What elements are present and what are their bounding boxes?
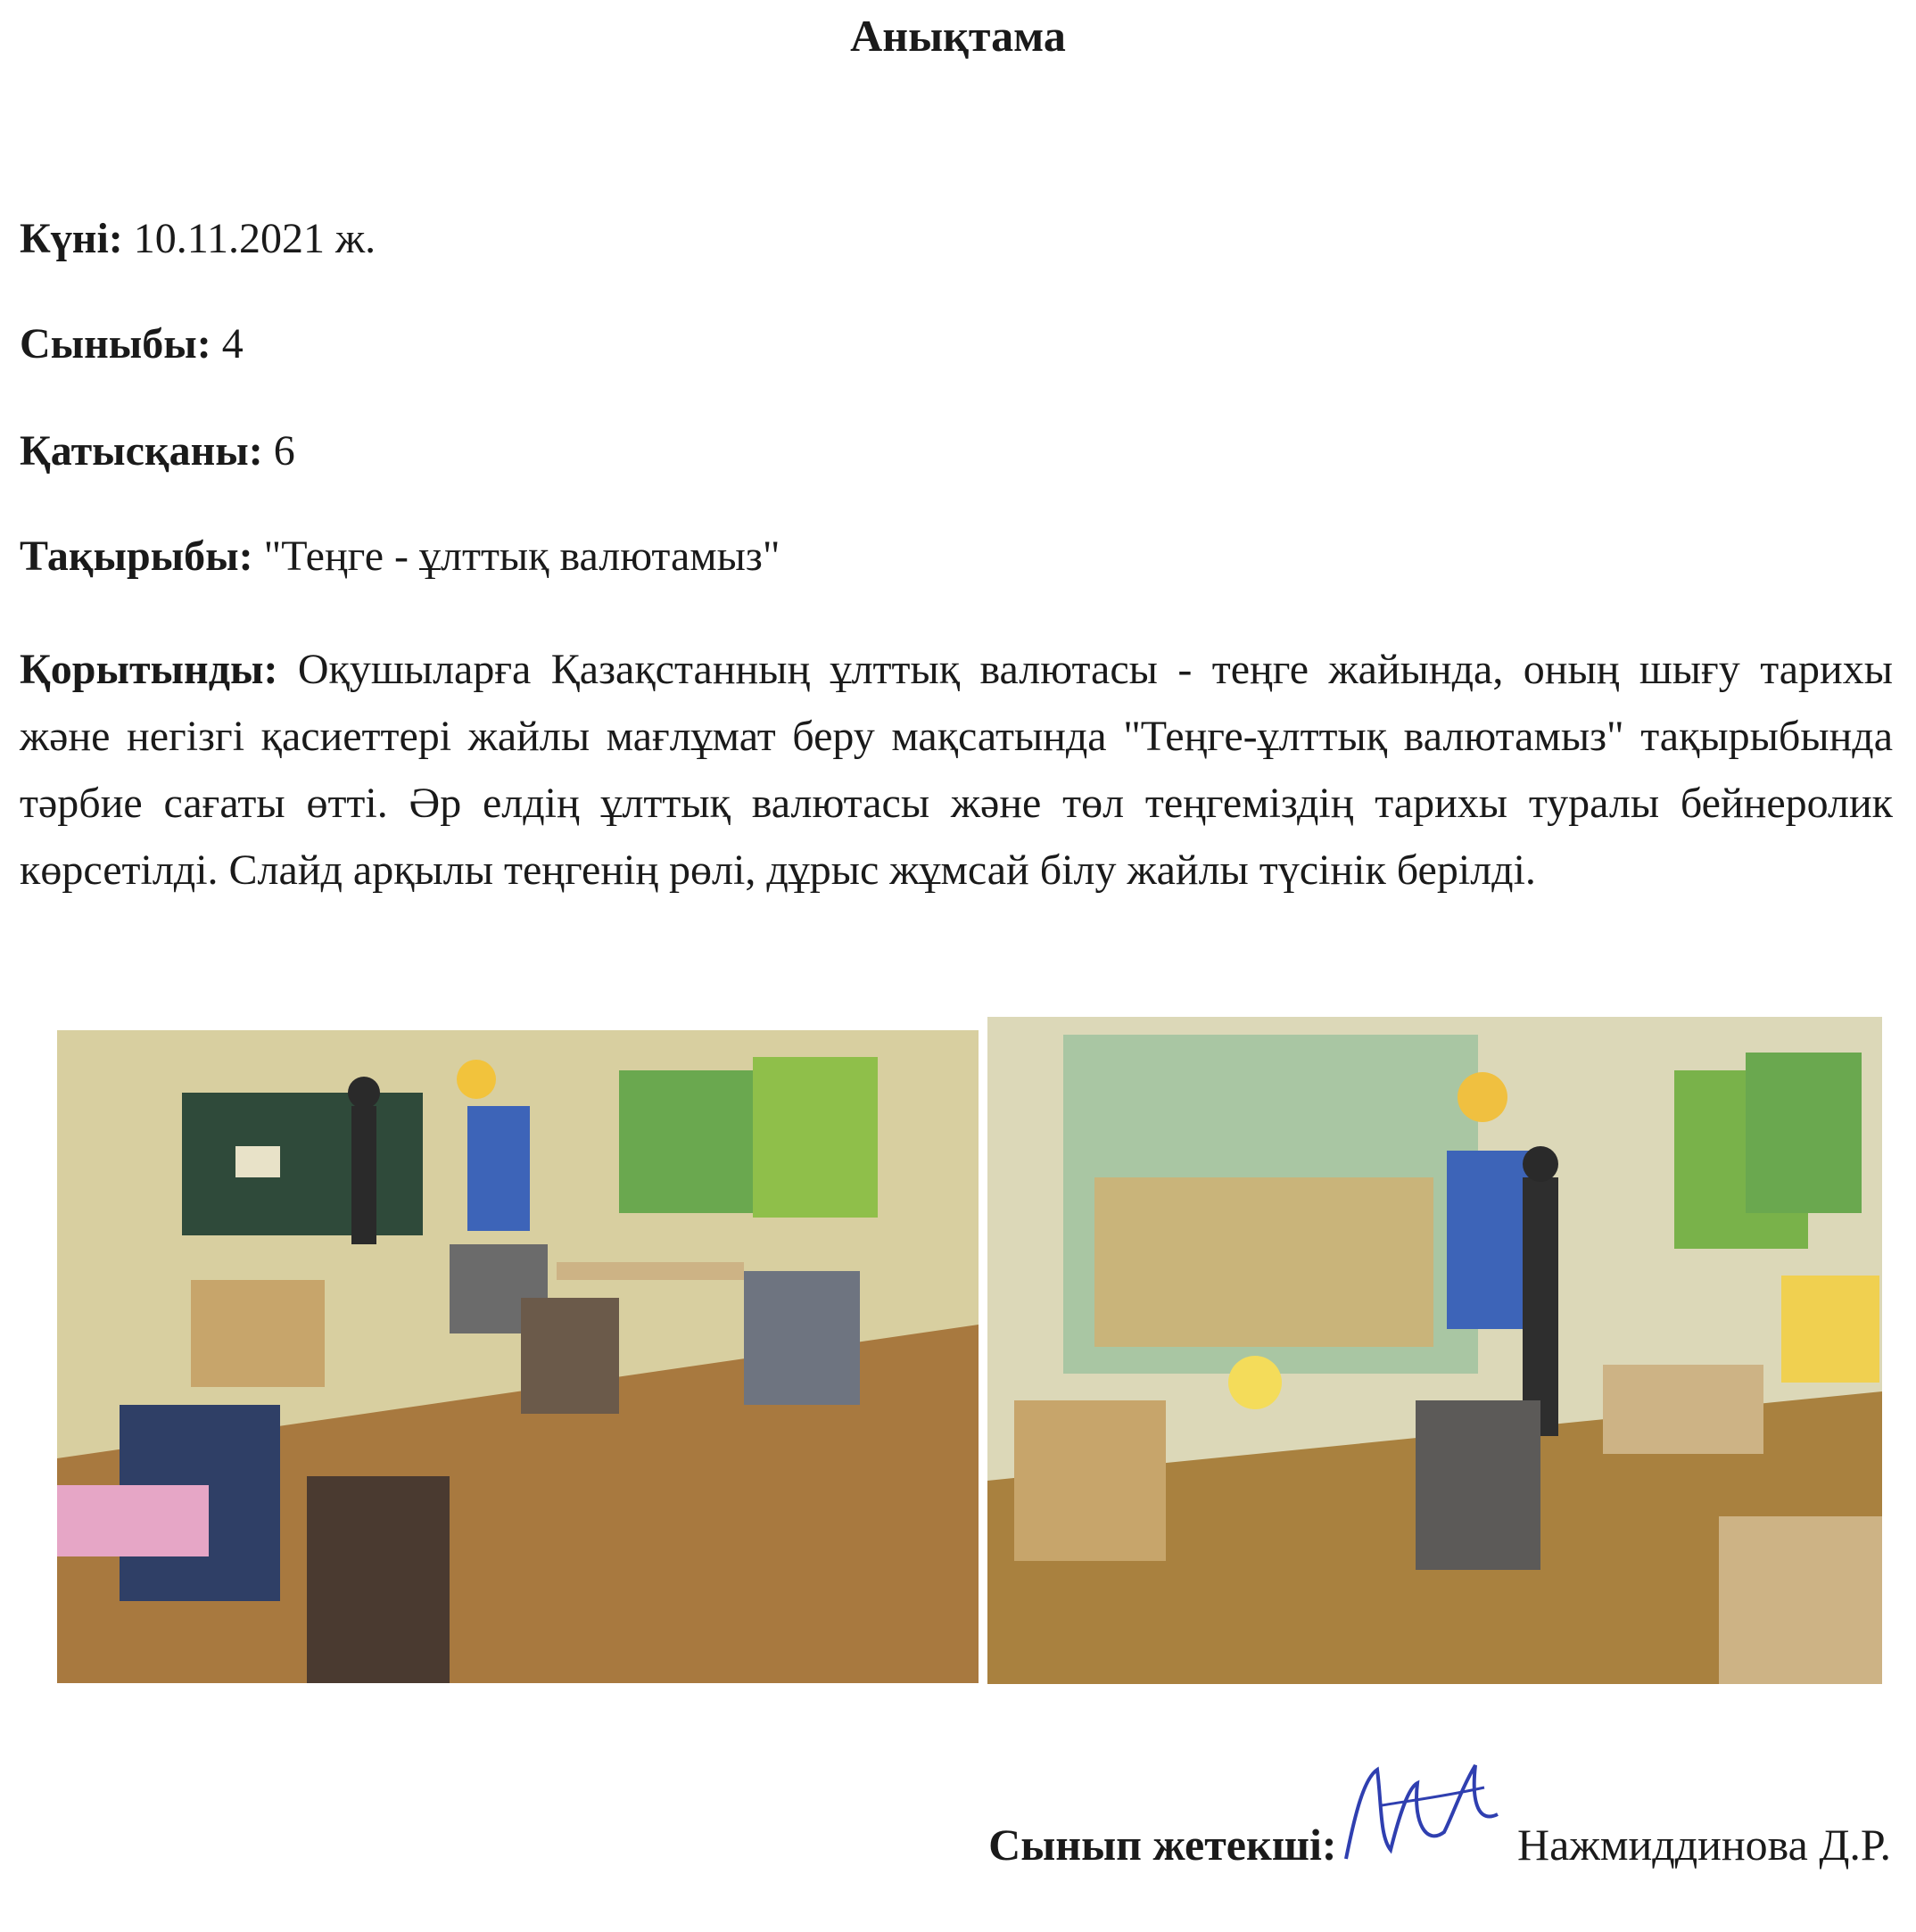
class-field bbox=[20, 318, 244, 371]
class-value: 4 bbox=[211, 320, 244, 367]
date-field bbox=[20, 212, 376, 266]
topic-field bbox=[20, 530, 780, 583]
attended-field bbox=[20, 425, 295, 478]
conclusion-label: Қорытынды: bbox=[20, 646, 278, 693]
classroom-photo-right-image bbox=[987, 1017, 1882, 1684]
conclusion-text: Оқушыларға Қазақстанның ұлттық валютасы - теңге жайында, оның шығу тарихы және негізгі қасиеттері жайлы мағлұмат беру мақсатында "Теңге-ұлттық валютамыз" тақырыбында тәрбие сағаты өтті. Әр елдің ұлттық валютасы және төл теңгеміздің тарихы туралы бейнеролик көрсетілді. Слайд арқылы теңгенің рөлі, дұрыс жұмсай білу жайлы түсінік берілді. bbox=[20, 646, 1893, 894]
classroom-photo-right bbox=[987, 1017, 1882, 1684]
attended-label: Қатысқаны: bbox=[20, 427, 263, 475]
teacher-name: Нажмиддинова Д.Р. bbox=[1506, 1820, 1891, 1870]
date-value: 10.11.2021 ж. bbox=[122, 215, 376, 262]
date-label: Күні: bbox=[20, 215, 123, 262]
conclusion-paragraph bbox=[20, 636, 1893, 904]
document-title: Анықтама bbox=[850, 11, 1066, 61]
attended-value: 6 bbox=[262, 427, 295, 475]
classroom-photo-left-image bbox=[57, 1030, 979, 1683]
topic-label: Тақырыбы: bbox=[20, 533, 253, 580]
signature-label: Сынып жетекші: bbox=[988, 1820, 1337, 1870]
topic-value: "Теңге - ұлттық валютамыз" bbox=[252, 533, 780, 580]
handwritten-signature bbox=[1337, 1823, 1507, 1877]
signature-line bbox=[988, 1818, 1891, 1877]
classroom-photo-left bbox=[57, 1030, 979, 1683]
class-label: Сыныбы: bbox=[20, 320, 211, 367]
